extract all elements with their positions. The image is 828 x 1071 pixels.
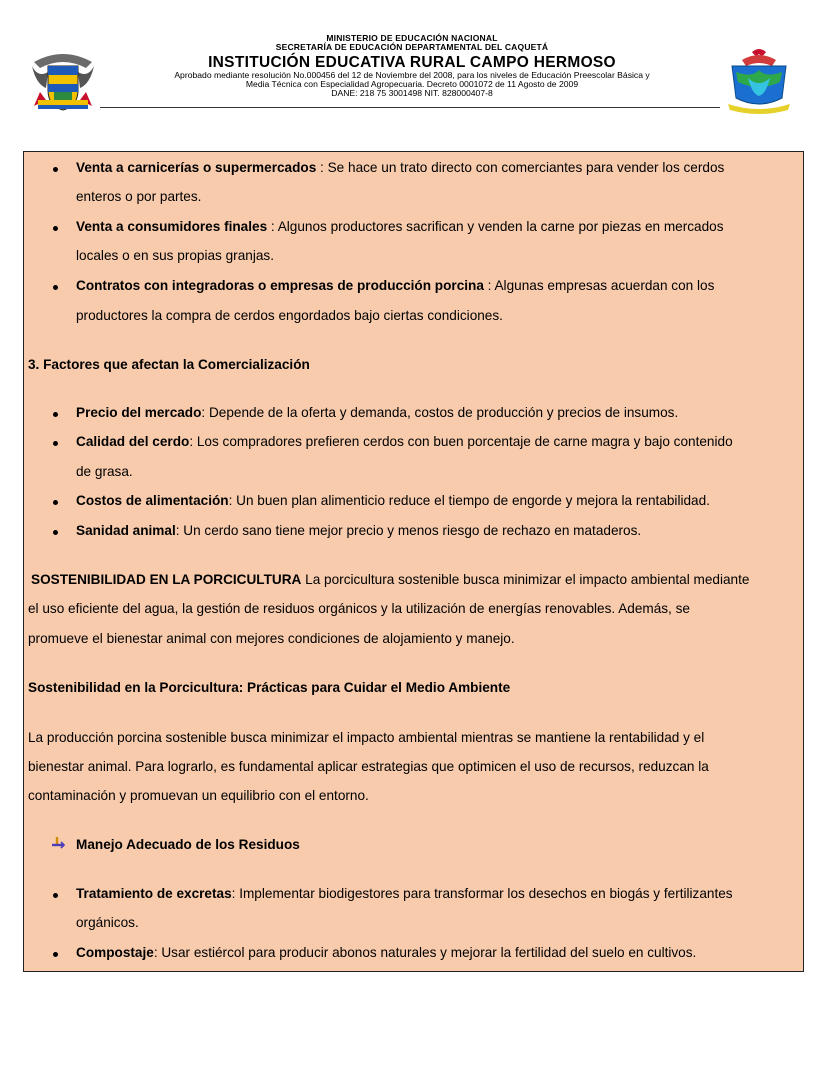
section-heading: 3. Factores que afectan la Comercialización [28, 357, 310, 372]
list-item [76, 277, 714, 295]
bullet-icon [53, 952, 58, 957]
document-header [0, 0, 828, 120]
list-item [76, 159, 724, 177]
list-item-continuation: productores la compra de cerdos engordados bajo ciertas condiciones. [76, 308, 503, 323]
list-item [76, 218, 724, 236]
arrow-down-right-icon [50, 836, 66, 850]
item-title: Precio del mercado [76, 405, 202, 420]
resolution-line: Aprobado mediante resolución No.000456 del 12 de Noviembre del 2008, para los niveles de Educación Preescolar Básica y [174, 70, 650, 80]
decree-line: Media Técnica con Especialidad Agropecuaria. Decreto 0001072 de 11 Agosto de 2009 [245, 79, 579, 89]
list-item [76, 492, 710, 510]
content-box [23, 151, 804, 972]
item-text: : Depende de la oferta y demanda, costos de producción y precios de insumos. [201, 405, 679, 420]
item-title: Tratamiento de excretas [76, 886, 232, 901]
item-text: : Algunas empresas acuerdan con los [483, 278, 715, 293]
institution-logo-icon [722, 48, 796, 116]
list-item-continuation: orgánicos. [76, 915, 139, 930]
list-item-continuation: de grasa. [76, 464, 133, 479]
institution-name: INSTITUCIÓN EDUCATIVA RURAL CAMPO HERMOSO [208, 54, 616, 71]
paragraph-line: contaminación y promuevan un equilibrio con el entorno. [28, 788, 369, 803]
list-item-continuation: locales o en sus propias granjas. [76, 248, 274, 263]
item-title: Contratos con integradoras o empresas de producción porcina [76, 278, 484, 293]
item-title: Sanidad animal [76, 523, 176, 538]
item-title: Costos de alimentación [76, 493, 229, 508]
sustainability-paragraph [31, 571, 749, 589]
subheading: Manejo Adecuado de los Residuos [76, 837, 300, 852]
paragraph-line: bienestar animal. Para lograrlo, es fundamental aplicar estrategias que optimicen el uso de recursos, reduzcan la [28, 759, 709, 774]
list-item [76, 944, 696, 962]
practices-heading: Sostenibilidad en la Porcicultura: Prácticas para Cuidar el Medio Ambiente [28, 680, 511, 695]
sustainability-title: SOSTENIBILIDAD EN LA PORCICULTURA [31, 572, 302, 587]
bullet-icon [53, 500, 58, 505]
item-text: : Se hace un trato directo con comerciantes para vender los cerdos [316, 160, 725, 175]
item-text: : Un cerdo sano tiene mejor precio y menos riesgo de rechazo en mataderos. [175, 523, 642, 538]
bullet-icon [53, 226, 58, 231]
bullet-icon [53, 441, 58, 446]
list-item [76, 404, 678, 422]
paragraph-line: promueve el bienestar animal con mejores condiciones de alojamiento y manejo. [28, 631, 515, 646]
bullet-icon [53, 893, 58, 898]
colombia-coat-of-arms-icon [28, 48, 98, 112]
paragraph-line: el uso eficiente del agua, la gestión de residuos orgánicos y la utilización de energías renovables. Además, se [28, 601, 690, 616]
item-title: Venta a carnicerías o supermercados [76, 160, 317, 175]
item-text: : Los compradores prefieren cerdos con buen porcentaje de carne magra y bajo contenido [189, 434, 733, 449]
paragraph-line: La producción porcina sostenible busca minimizar el impacto ambiental mientras se mantiene la rentabilidad y el [28, 730, 705, 745]
item-title: Calidad del cerdo [76, 434, 190, 449]
bullet-icon [53, 285, 58, 290]
secretariat-name: SECRETARÍA DE EDUCACIÓN DEPARTAMENTAL DEL CAQUETÁ [275, 42, 549, 52]
header-divider [100, 107, 720, 108]
item-text: : Algunos productores sacrifican y venden la carne por piezas en mercados [267, 219, 724, 234]
item-text: : Un buen plan alimenticio reduce el tiempo de engorde y mejora la rentabilidad. [228, 493, 710, 508]
list-item [76, 433, 733, 451]
item-title: Venta a consumidores finales [76, 219, 268, 234]
list-item [76, 522, 641, 540]
bullet-icon [53, 412, 58, 417]
list-item-continuation: enteros o por partes. [76, 189, 202, 204]
bullet-icon [53, 530, 58, 535]
item-title: Compostaje [76, 945, 154, 960]
paragraph-text: La porcicultura sostenible busca minimizar el impacto ambiental mediante [301, 572, 750, 587]
list-item [76, 885, 733, 903]
item-text: : Usar estiércol para producir abonos naturales y mejorar la fertilidad del suelo en cultivos. [153, 945, 697, 960]
bullet-icon [53, 167, 58, 172]
item-text: : Implementar biodigestores para transformar los desechos en biogás y fertilizantes [231, 886, 733, 901]
header-text [100, 34, 724, 98]
ministry-name: MINISTERIO DE EDUCACIÓN NACIONAL [326, 33, 498, 43]
dane-nit-line: DANE: 218 75 3001498 NIT. 828000407-8 [331, 88, 493, 98]
